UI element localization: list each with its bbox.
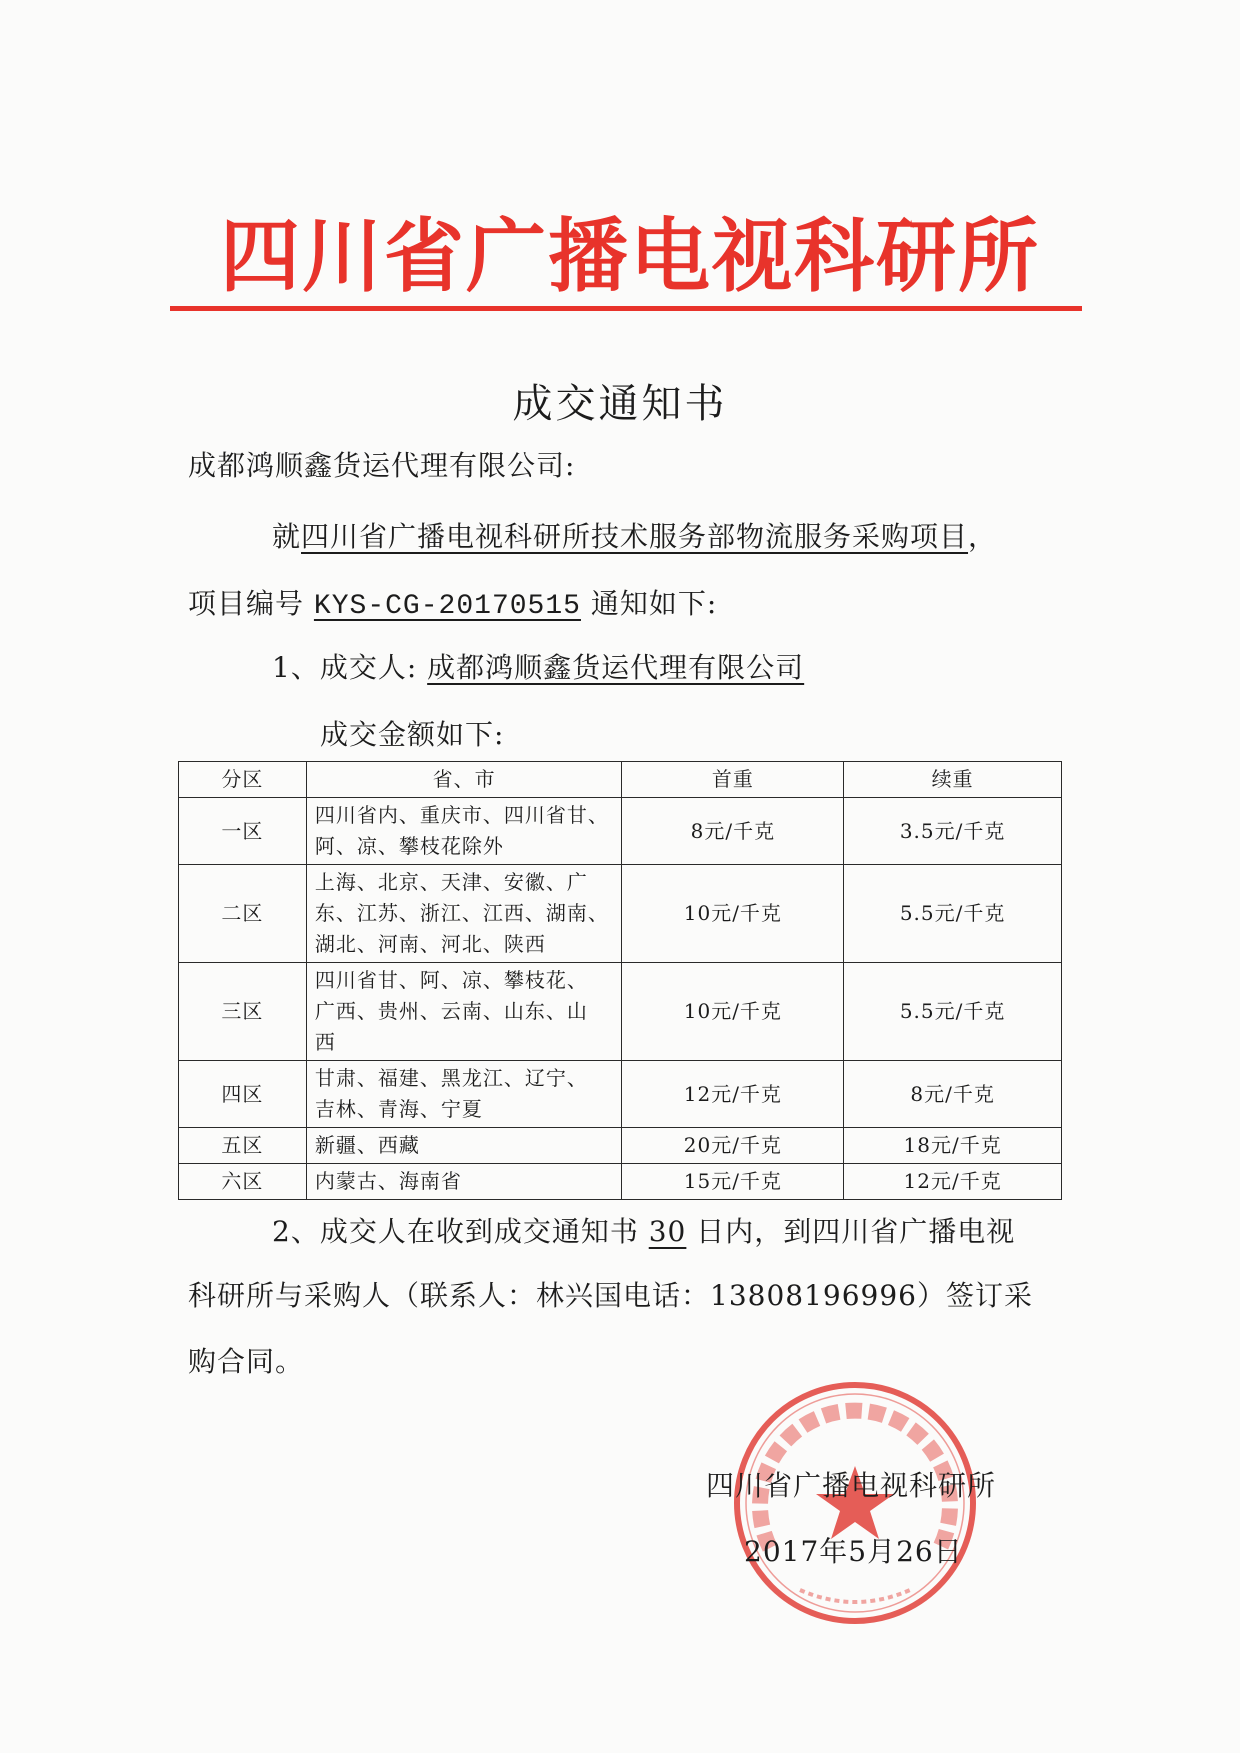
table-row (179, 798, 1062, 865)
region-line: 西 (314, 1030, 336, 1054)
regions-cell (306, 1128, 622, 1164)
region-line: 上海、北京、天津、安徽、广 (314, 870, 588, 894)
project-name: 四川省广播电视科研所技术服务部物流服务采购项目 (301, 520, 969, 553)
region-line: 内蒙古、海南省 (314, 1169, 462, 1193)
document-title: 成交通知书 (512, 381, 728, 427)
additional-weight-cell: 5.5元/千克 (844, 865, 1062, 963)
contract-paragraph-line2: 科研所与采购人（联系人：林兴国电话：13808196996）签订采 (188, 1279, 1033, 1312)
regions-cell (306, 798, 622, 865)
first-weight-cell: 15元/千克 (622, 1164, 844, 1200)
region-line: 甘肃、福建、黑龙江、辽宁、 (314, 1066, 588, 1090)
winner-name: 成都鸿顺鑫货运代理有限公司 (427, 651, 805, 684)
project-number-prefix: 项目编号 (188, 587, 305, 620)
table-row (179, 963, 1062, 1061)
contract-paragraph-line1 (272, 1210, 1015, 1250)
pricing-table (178, 761, 1062, 1200)
zone-cell: 六区 (179, 1164, 307, 1200)
contract-days: 30 (648, 1215, 687, 1248)
first-weight-cell: 20元/千克 (622, 1128, 844, 1164)
table-header-additional-weight: 续重 (844, 762, 1062, 798)
amount-intro: 成交金额如下: (320, 718, 505, 751)
signature-date: 2017年5月26日 (744, 1535, 963, 1568)
first-weight-cell: 8元/千克 (622, 798, 844, 865)
table-header-first-weight: 首重 (622, 762, 844, 798)
regions-cell (306, 963, 622, 1061)
winner-label: 1、成交人: (272, 651, 418, 684)
region-line: 吉林、青海、宁夏 (314, 1097, 483, 1121)
additional-weight-cell: 8元/千克 (844, 1061, 1062, 1128)
zone-cell: 五区 (179, 1128, 307, 1164)
zone-cell: 三区 (179, 963, 307, 1061)
table-header-row (179, 762, 1062, 798)
additional-weight-cell: 12元/千克 (844, 1164, 1062, 1200)
zone-cell: 一区 (179, 798, 307, 865)
contract-line1-prefix: 2、成交人在收到成交通知书 (272, 1215, 639, 1248)
table-row (179, 1061, 1062, 1128)
regions-cell (306, 1164, 622, 1200)
region-line: 阿、凉、攀枝花除外 (314, 834, 504, 858)
region-line: 湖北、河南、河北、陕西 (314, 932, 546, 956)
regions-cell (306, 1061, 622, 1128)
first-weight-cell: 10元/千克 (622, 963, 844, 1061)
project-number: KYS-CG-20170515 (313, 591, 581, 622)
project-number-suffix: 通知如下: (590, 587, 718, 620)
region-line: 四川省甘、阿、凉、攀枝花、 (314, 968, 588, 992)
region-line: 东、江苏、浙江、江西、湖南、 (314, 901, 609, 925)
first-weight-cell: 10元/千克 (622, 865, 844, 963)
contract-paragraph-line3: 购合同。 (188, 1345, 305, 1378)
project-suffix: ， (968, 520, 998, 553)
additional-weight-cell: 5.5元/千克 (844, 963, 1062, 1061)
first-weight-cell: 12元/千克 (622, 1061, 844, 1128)
contract-line1-suffix: 日内，到四川省广播电视 (696, 1215, 1016, 1248)
regions-cell (306, 865, 622, 963)
signature-organization: 四川省广播电视科研所 (706, 1469, 997, 1502)
project-prefix: 就 (272, 520, 302, 553)
table-row (179, 865, 1062, 963)
region-line: 四川省内、重庆市、四川省甘、 (314, 803, 609, 827)
table-row (179, 1164, 1062, 1200)
recipient-line: 成都鸿顺鑫货运代理有限公司: (188, 449, 576, 482)
zone-cell: 四区 (179, 1061, 307, 1128)
table-header-zone: 分区 (179, 762, 307, 798)
region-line: 新疆、西藏 (314, 1133, 420, 1157)
letterhead-rule (170, 306, 1082, 311)
table-row (179, 1128, 1062, 1164)
project-number-paragraph (188, 582, 717, 622)
additional-weight-cell: 3.5元/千克 (844, 798, 1062, 865)
project-paragraph (272, 515, 997, 555)
winner-line (272, 646, 804, 686)
additional-weight-cell: 18元/千克 (844, 1128, 1062, 1164)
letterhead-title: 四川省广播电视科研所 (220, 210, 1040, 303)
zone-cell: 二区 (179, 865, 307, 963)
table-header-regions: 省、市 (306, 762, 622, 798)
region-line: 广西、贵州、云南、山东、山 (314, 999, 588, 1023)
